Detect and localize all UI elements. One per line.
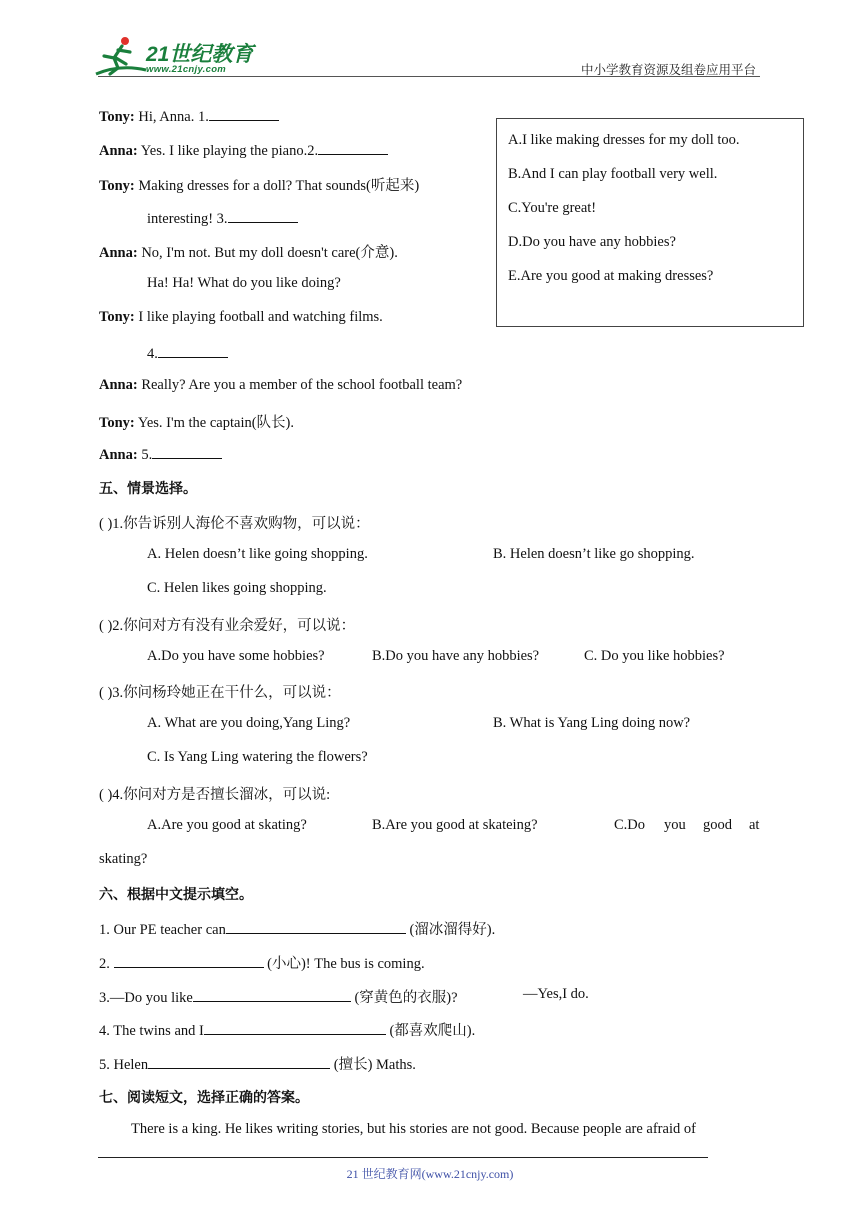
q3-option-c[interactable]: C. Is Yang Ling watering the flowers? — [147, 749, 368, 765]
dialogue-line-1: Tony: Hi, Anna. 1. — [99, 106, 279, 126]
section-6-title: 六、根据中文提示填空。 — [99, 887, 253, 903]
q4-option-b[interactable]: B.Are you good at skateing? — [372, 817, 538, 833]
footer-text[interactable]: 21 世纪教育网(www.21cnjy.com) — [346, 1167, 514, 1181]
fill-2: 2. (小心)! The bus is coming. — [99, 952, 425, 973]
header-divider — [98, 76, 760, 77]
q1-option-c[interactable]: C. Helen likes going shopping. — [147, 580, 327, 596]
options-box — [496, 118, 804, 327]
q4-option-c-word-4[interactable]: at — [749, 817, 760, 833]
fill-blank-4[interactable] — [204, 1020, 386, 1035]
runner-logo-icon — [92, 34, 148, 80]
fill-3-reply: —Yes,I do. — [523, 986, 589, 1002]
reading-paragraph: There is a king. He likes writing stories, but his stories are not good. Because people are afraid of — [131, 1121, 696, 1137]
option-b: B.And I can play football very well. — [508, 166, 718, 182]
dialogue-line-6: Ha! Ha! What do you like doing? — [147, 275, 341, 291]
answer-blank[interactable] — [228, 208, 298, 223]
fill-blank-3[interactable] — [193, 987, 351, 1002]
q4-option-c-word-3[interactable]: good — [703, 817, 732, 833]
answer-blank[interactable] — [158, 343, 228, 358]
dialogue-line-8: 4. — [147, 343, 228, 363]
q3-option-a[interactable]: A. What are you doing,Yang Ling? — [147, 715, 351, 731]
option-e: E.Are you good at making dresses? — [508, 268, 714, 284]
section-7-title: 七、阅读短文，选择正确的答案。 — [99, 1090, 309, 1106]
q2-stem: ( )2.你问对方有没有业余爱好，可以说： — [99, 618, 356, 634]
answer-blank[interactable] — [152, 444, 222, 459]
section-5-title: 五、情景选择。 — [99, 481, 197, 497]
answer-blank[interactable] — [209, 106, 279, 121]
q1-option-a[interactable]: A. Helen doesn’t like going shopping. — [147, 546, 368, 562]
logo-url: www.21cnjy.com — [146, 64, 227, 75]
q4-option-c-word-1[interactable]: C.Do — [614, 817, 646, 833]
fill-blank-5[interactable] — [148, 1054, 330, 1069]
dialogue-line-9: Anna: Really? Are you a member of the school football team? — [99, 377, 463, 393]
q3-option-b[interactable]: B. What is Yang Ling doing now? — [493, 715, 691, 731]
dialogue-line-10: Tony: Yes. I'm the captain(队长). — [99, 415, 295, 431]
fill-5: 5. Helen (擅长) Maths. — [99, 1053, 416, 1074]
fill-4: 4. The twins and I (都喜欢爬山). — [99, 1019, 475, 1040]
option-d: D.Do you have any hobbies? — [508, 234, 676, 250]
site-logo — [92, 34, 262, 80]
fill-1: 1. Our PE teacher can (溜冰溜得好). — [99, 918, 495, 939]
logo-text: 21世纪教育 — [146, 43, 254, 66]
fill-3: 3.—Do you like (穿黄色的衣服)? — [99, 986, 458, 1007]
dialogue-line-7: Tony: I like playing football and watching films. — [99, 309, 383, 325]
option-a: A.I like making dresses for my doll too. — [508, 132, 740, 148]
dialogue-line-4: interesting! 3. — [147, 208, 298, 228]
dialogue-line-3: Tony: Making dresses for a doll? That sounds(听起来) — [99, 178, 420, 194]
q4-stem: ( )4.你问对方是否擅长溜冰，可以说: — [99, 787, 331, 803]
footer-divider — [98, 1157, 708, 1158]
dialogue-line-2: Anna: Yes. I like playing the piano.2. — [99, 140, 388, 160]
q2-option-a[interactable]: A.Do you have some hobbies? — [147, 648, 325, 664]
q4-option-c-word-2[interactable]: you — [664, 817, 686, 833]
q2-option-c[interactable]: C. Do you like hobbies? — [584, 648, 725, 664]
q4-option-a[interactable]: A.Are you good at skating? — [147, 817, 307, 833]
q4-option-c-word-5[interactable]: skating? — [99, 851, 148, 867]
fill-blank-2[interactable] — [114, 953, 264, 968]
fill-blank-1[interactable] — [226, 919, 406, 934]
platform-name: 中小学教育资源及组卷应用平台 — [580, 63, 756, 77]
answer-blank[interactable] — [318, 140, 388, 155]
q1-stem: ( )1.你告诉别人海伦不喜欢购物，可以说： — [99, 516, 370, 532]
option-c: C.You're great! — [508, 200, 597, 216]
q3-stem: ( )3.你问杨玲她正在干什么，可以说： — [99, 685, 341, 701]
q2-option-b[interactable]: B.Do you have any hobbies? — [372, 648, 540, 664]
q1-option-b[interactable]: B. Helen doesn’t like go shopping. — [493, 546, 695, 562]
dialogue-line-5: Anna: No, I'm not. But my doll doesn't care(介意). — [99, 245, 398, 261]
dialogue-line-11: Anna: 5. — [99, 444, 222, 464]
